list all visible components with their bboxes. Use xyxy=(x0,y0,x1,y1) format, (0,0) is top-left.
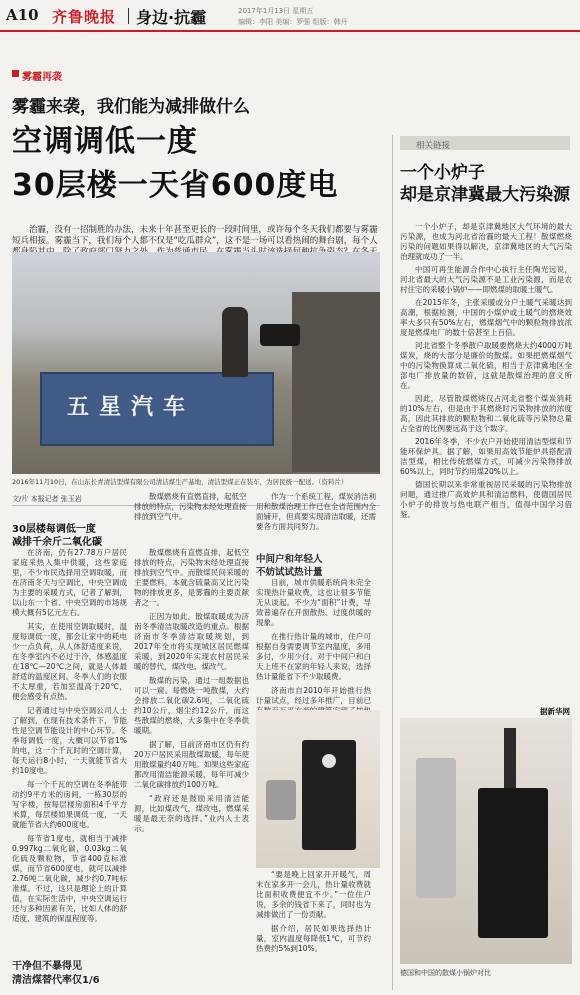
photo-chinese-stove xyxy=(416,758,456,898)
paragraph: 据了解，目前济南市区仍有约20万户居民采用散煤取暖，每年使用散煤量约40万吨。如果这些家庭都改用清洁能源采暖，每年可减少二氧化碳排放约100万吨。 xyxy=(134,740,249,789)
text-column-1 xyxy=(12,548,127,953)
editor-credits: 编辑：李阳 美编：罗强 组版：韩丹 xyxy=(238,18,348,26)
paragraph: 据介绍，居民如果选择热计量，室内温度每降低1℃，可节约热费约5%到10%。 xyxy=(256,924,371,953)
paragraph: “要是晚上回家开开暖气，周末在家多开一会儿，热计量收费就比面积收费便宜不少。”一位住户说，多余的钱省下来了，同时也为减排做出了一份贡献。 xyxy=(256,870,371,919)
paragraph: 中国可再生能源合作中心执行主任陶光远说，河北省最大的大气污染源不是工业污染源，而是农村住宅的采暖小锅炉——即燃煤的取暖土暖气。 xyxy=(400,265,572,294)
newspaper-masthead: 齐鲁晚报 xyxy=(52,8,117,26)
sidebar-title-line1: 一个小炉子 xyxy=(400,163,485,183)
paragraph: 德国长期以来非常重视居民采暖的污染物排放问题，通过推广高效炉具和清洁燃料，使德国居民小炉子的排放与热电联产相当，值得中国学习借鉴。 xyxy=(400,480,572,519)
sidebar-photo xyxy=(400,718,572,964)
stove-pot xyxy=(266,780,296,820)
section-heading-3-line2: 清洁煤替代率仅1/6 xyxy=(12,975,100,986)
stove-gauge-icon xyxy=(322,754,336,768)
text-column-2 xyxy=(134,548,249,953)
photo-coal-bag xyxy=(260,324,300,346)
photo-german-stove xyxy=(478,788,548,938)
section-heading-1-line1: 30层楼每调低一度 xyxy=(12,524,96,535)
paragraph: 其实，在使用空调取暖时，温度每调低一度，都会让家中的耗电少一点负荷，从人体舒适度来说，在冬季室内不必过于冷，体感温度在18℃—20℃之间，就是人体最舒适的温度区间。冬季人们的衣服不太厚重，若加室温高于20℃，便会感受有点热。 xyxy=(12,622,127,701)
issue-date: 2017年1月13日 星期五 xyxy=(238,7,314,15)
photo-caption: 2016年11月10日，在山东长青清洁型煤有限公司清洁煤生产基地，清洁型煤正在装车，为居民统一配送。（资料片） xyxy=(12,478,348,486)
headline-line1: 空调调低一度 xyxy=(12,124,198,159)
paragraph: 目前，城市供暖系统尚未完全实现热计量收费，这也让很多节能无从谈起。不少为“面积”计费，导致普遍存在开窗散热、过度供暖的现象。 xyxy=(256,578,371,627)
header-rule xyxy=(0,30,580,32)
section-title: 身边·抗霾 xyxy=(136,8,207,27)
photo-shed xyxy=(292,292,380,472)
topic-label: 雾霾再袭 xyxy=(22,72,62,83)
paragraph: 每一个千瓦的空调在冬季能带动约9平方米的房间，一栋30层的写字楼，按每层楼房面积4千平方米算，每层楼如果调低一度，一天就能节省大约600度电。 xyxy=(12,780,127,829)
page-number: A10 xyxy=(6,6,39,24)
sidebar-body xyxy=(400,222,572,714)
paragraph: “政府还是鼓励采用清洁能源，比如煤改气，煤改电，燃煤采暖是最无奈的选择。”业内人士表示。 xyxy=(134,794,249,833)
paragraph: 散煤燃烧有直燃直排，起低空排放的特点，污染物未经处理直接排放到空气中。 xyxy=(134,492,247,521)
paragraph: 在济南，仍有27.78万户居民家庭采热入集中供暖，这些家庭里，不少市民选择用空调取暖，而在济南冬天与空调比，中央空调成为主要的采暖方式，记者了解到，以山东一个省、中央空调的市场规模大概有5亿元左右。 xyxy=(12,548,127,617)
paragraph: 正因为如此，散煤取暖成为济南冬季清洁取暖改造的重点。根据济南市冬季清洁取暖规划，到2017年全市将实现城区居民燃煤采暖，到2020年实现农村居民采暖的替代，煤改电，煤改气。 xyxy=(134,612,249,671)
paragraph: 因此，尽管散煤燃烧仅占河北省整个煤炭消耗的10%左右，但是由于其燃烧时污染物排放的浓度高，因此其排放的颗粒物和二氧化硫等污染物总量占全省的比例要远高于这个数字。 xyxy=(400,394,572,433)
paragraph: 河北省整个冬季散户取暖要燃烧大约4000万吨煤炭，烧的大部分是廉价的散煤。如果把燃煤烟气中的污染物换算成二氧化硫，相当于京津冀地区全部电厂排放量的数倍，这就是散煤治理的意义所在。 xyxy=(400,341,572,390)
main-photo xyxy=(12,252,380,474)
header-divider xyxy=(128,8,129,24)
paragraph: 济南市自2010年开始推行热计量试点，经过多年推广，目前已 xyxy=(256,686,371,705)
column-divider xyxy=(392,135,393,990)
sidebar-credit: 据新华网 xyxy=(540,707,570,716)
paragraph: 记者通过与中央空调公司人士了解到，在现有技术条件下，节能性是空调节能设计的中心环节。冬季每调低一度，大概可以节省1%的电，这一个千瓦时的空调计算，每天运行8小时，一天就能节省大约10度电。 xyxy=(12,706,127,775)
text-column-3 xyxy=(256,578,371,708)
paragraph: 作为一个系统工程，煤炭消洁利用和散煤治理工作已在全省范围内全面铺开，但真要实现清洁取暖，还需要各方面共同努力。 xyxy=(256,492,376,531)
photo-worker xyxy=(222,307,248,377)
section-heading-2-line1: 中间户和年轻人 xyxy=(256,554,323,565)
photo-chimney-pipe xyxy=(504,728,516,790)
paragraph: 在2015年冬，主张采暖或分户土暖气采暖达到高潮，根据检测，中国的小煤炉或土暖气的燃烧效率大多只有50%左右，燃煤烟气中的颗粒物排放浓度是燃煤电厂的数十倍甚至上百倍。 xyxy=(400,298,572,337)
text-column-3-top xyxy=(256,492,380,548)
sidebar-photo-caption: 德国和中国的散煤小锅炉对比 xyxy=(400,969,491,977)
headline-line2: 30层楼一天省600度电 xyxy=(12,168,339,203)
paragraph: 在推行热计量的城市，住户可根据自身需要调节室内温度，多用多付，少用少付。对于中间户和白天上班不在家的年轻人来说，选择热计量能省下不少取暖费。 xyxy=(256,632,371,681)
paragraph: 一个小炉子，却是京津冀地区大气环境的最大污染源，也成为河北省治霾的最大工程！散煤燃烧污染的问题如果得以解决，京津冀地区的大气污染治理就成功了一半。 xyxy=(400,222,572,261)
section-heading-2-line2: 不妨试试热计量 xyxy=(256,567,323,578)
sidebar-title-line2: 却是京津冀最大污染源 xyxy=(400,185,570,205)
section-heading-1-line2: 减排千余斤二氧化碳 xyxy=(12,537,102,548)
section-heading-3-line1: 干净但不暴得见 xyxy=(12,961,82,972)
byline: 文/片 本报记者 张玉岩 xyxy=(12,495,82,503)
paragraph: 散煤燃烧有直燃直排，起低空排放的特点，污染物未经处理直接排放到空气中。而散煤民间采暖的主要燃料，本就含硫量高又比污染物的排放更多，是雾霾的主要贡献者之一。 xyxy=(134,548,249,607)
article-subtitle: 雾霾来袭，我们能为减排做什么 xyxy=(12,97,250,117)
stove-photo xyxy=(256,710,380,868)
paragraph: 散煤的污染，通过一组数据也可以一窥。每燃烧一吨散煤，大约会排放二氧化碳2.6吨，二氧化硫约10公斤，烟尘约12公斤，而这些散煤的燃烧，大多集中在冬季供暖期。 xyxy=(134,676,249,735)
article-lede: 治霾，没有一招制胜的办法，未来十年甚至更长的一段时间里，或许每个冬天我们都要与雾霾短兵相接。雾霾当下，我们每个人都不仅是“吃瓜群众”，这不是一场可以看热闹的舞台剧，每个人 xyxy=(12,225,378,246)
sidebar-kicker: 相关链接 xyxy=(416,141,451,151)
paragraph: 2016年冬季，不少农户开始使用清洁型煤和节能环保炉具。据了解，如果用高效节能炉具搭配清洁型煤，相比传统燃煤方式，可减少污染物排放60%以上，同时节约用煤20%以上。 xyxy=(400,437,572,476)
paragraph: 每节省1度电，就相当于减排0.997kg二氧化碳，0.03kg二氧化硫及颗粒物，节省400克标准煤，而节省600度电，就可以减排2.76吨二氧化碳，减少约0.7吨标准煤。不过，这只是理论上的计算值，在实际生活中，中央空调运行还与多种因素有关，比如人体的舒适度、建筑的保温程度等。 xyxy=(12,834,127,923)
text-column-3-end xyxy=(256,870,371,955)
photo-truck-text: 五星汽车 xyxy=(67,395,196,420)
text-column-2-top xyxy=(134,492,249,552)
topic-square-icon xyxy=(12,70,19,77)
